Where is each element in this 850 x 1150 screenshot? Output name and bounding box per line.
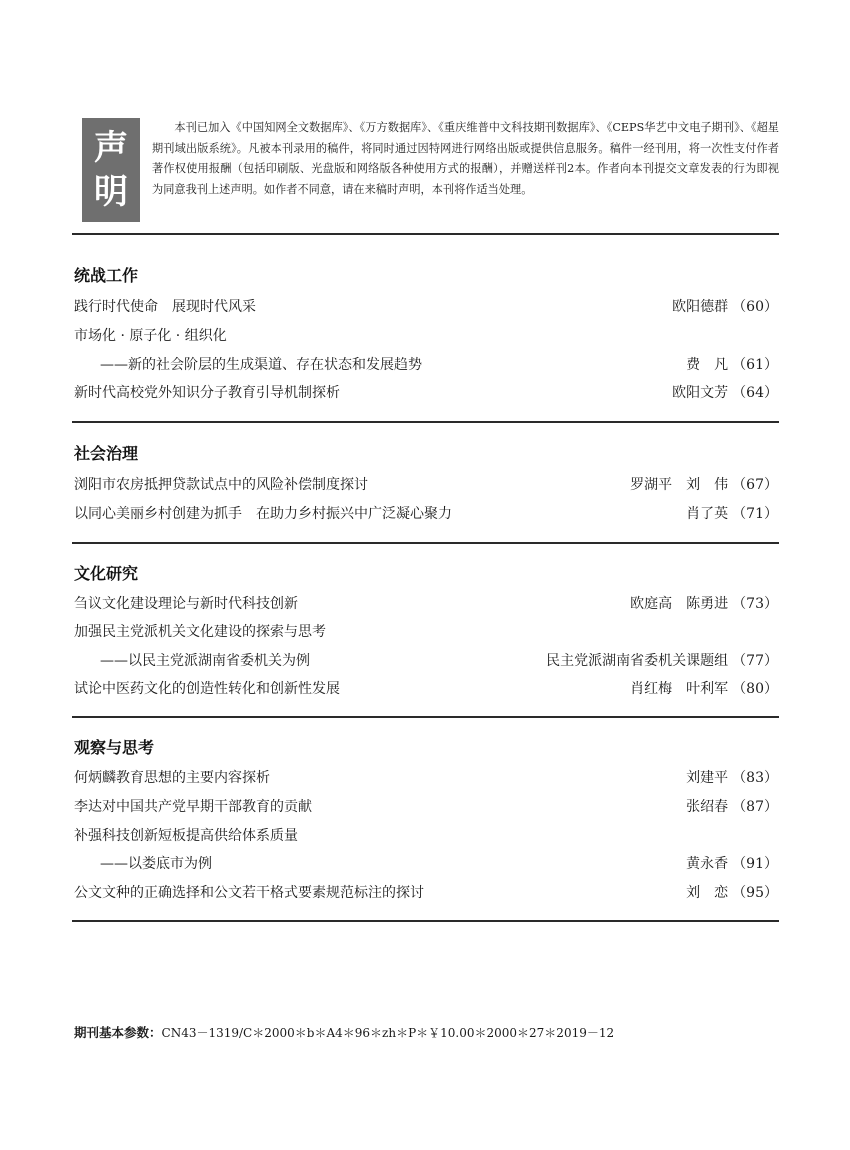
- entry-title: 公文文种的正确选择和公文若干格式要素规范标注的探讨: [74, 885, 424, 901]
- divider: [72, 716, 779, 718]
- entry-page: （ 91 ）: [732, 853, 778, 875]
- entry-meta: [686, 853, 778, 875]
- notice-badge-char: 声: [94, 128, 128, 168]
- entry-author: 欧庭高 陈勇进: [630, 596, 729, 612]
- entry-title: 浏阳市农房抵押贷款试点中的风险补偿制度探讨: [74, 477, 368, 493]
- entry-page: （ 83 ）: [732, 767, 778, 789]
- toc-entry[interactable]: [74, 354, 778, 376]
- entry-page: （ 80 ）: [732, 678, 778, 700]
- entry-author: 费 凡: [686, 357, 729, 373]
- entry-subtitle: ——以民主党派湖南省委机关为例: [100, 653, 310, 669]
- entry-meta: [686, 796, 778, 818]
- entry-meta: [686, 503, 778, 525]
- entry-title: 以同心美丽乡村创建为抓手 在助力乡村振兴中广泛凝心聚力: [74, 506, 452, 522]
- entry-author: 刘建平: [686, 770, 729, 786]
- toc-entry[interactable]: [74, 593, 778, 615]
- toc-entry[interactable]: [74, 767, 778, 789]
- toc-entry[interactable]: [74, 503, 778, 525]
- entry-subtitle: ——新的社会阶层的生成渠道、存在状态和发展趋势: [100, 357, 422, 373]
- toc-entry[interactable]: [74, 678, 778, 700]
- toc-entry[interactable]: [74, 882, 778, 904]
- entry-title: 加强民主党派机关文化建设的探索与思考: [74, 624, 326, 640]
- entry-author: 肖了英: [686, 506, 729, 522]
- entry-author: 刘 恋: [686, 885, 729, 901]
- entry-title: 何炳麟教育思想的主要内容探析: [74, 770, 270, 786]
- toc-entry[interactable]: [74, 825, 778, 847]
- section-title-tongzhan: 统战工作: [74, 266, 139, 285]
- divider: [72, 920, 779, 922]
- entry-meta: [686, 354, 778, 376]
- entry-title: 新时代高校党外知识分子教育引导机制探析: [74, 385, 340, 401]
- toc-entry[interactable]: [74, 382, 778, 404]
- entry-meta: [686, 882, 778, 904]
- toc-entry[interactable]: [74, 650, 778, 672]
- toc-entry[interactable]: [74, 621, 778, 643]
- entry-author: 肖红梅 叶利军: [630, 681, 729, 697]
- entry-title: 试论中医药文化的创造性转化和创新性发展: [74, 681, 340, 697]
- entry-title: 李达对中国共产党早期干部教育的贡献: [74, 799, 312, 815]
- entry-title: 践行时代使命 展现时代风采: [74, 299, 256, 315]
- entry-meta: [672, 296, 778, 318]
- notice-badge-char: 明: [94, 172, 128, 212]
- entry-title: 市场化 · 原子化 · 组织化: [74, 328, 227, 344]
- entry-meta: [630, 474, 778, 496]
- entry-author: 黄永香: [686, 856, 729, 872]
- journal-params: [74, 1023, 614, 1043]
- notice-text: 本刊已加入《中国知网全文数据库》、《万方数据库》、《重庆维普中文科技期刊数据库》、《CEPS华艺中文电子期刊》、《超星期刊域出版系统》。凡被本刊录用的稿件，将同时通过因特网进行网络出版或提供信息服务。稿件一经刊用，将一次性支付作者著作权使用报酬（包括印刷版、光盘版和网络版各种使用方式的报酬），并赠送样刊2本。作者向本刊提交文章发表的行为即视为同意我刊上述声明。如作者不同意，请在来稿时声明，本刊将作适当处理。: [152, 121, 779, 196]
- entry-title: 补强科技创新短板提高供给体系质量: [74, 828, 298, 844]
- entry-page: （ 71 ）: [732, 503, 778, 525]
- entry-author: 罗湖平 刘 伟: [630, 477, 729, 493]
- toc-entry[interactable]: [74, 325, 778, 347]
- entry-meta: [630, 678, 778, 700]
- entry-page: （ 61 ）: [732, 354, 778, 376]
- toc-entry[interactable]: [74, 853, 778, 875]
- notice-badge: [82, 118, 140, 222]
- entry-page: （ 95 ）: [732, 882, 778, 904]
- entry-page: （ 60 ）: [732, 296, 778, 318]
- entry-page: （ 67 ）: [732, 474, 778, 496]
- entry-page: （ 64 ）: [732, 382, 778, 404]
- section-title-shehui: 社会治理: [74, 444, 139, 463]
- params-value: CN43－1319/C＊2000＊b＊A4＊96＊zh＊P＊￥10.00＊2000＊27＊2019－12: [161, 1026, 615, 1040]
- entry-meta: [686, 767, 778, 789]
- toc-entry[interactable]: [74, 796, 778, 818]
- section-title-guancha: 观察与思考: [74, 738, 155, 757]
- divider: [72, 233, 779, 235]
- entry-meta: [546, 650, 778, 672]
- entry-author: 张绍春: [686, 799, 729, 815]
- entry-page: （ 87 ）: [732, 796, 778, 818]
- divider: [72, 542, 779, 544]
- params-label: 期刊基本参数：: [74, 1025, 162, 1040]
- entry-meta: [672, 382, 778, 404]
- notice-block: [82, 118, 779, 222]
- entry-meta: [630, 593, 778, 615]
- entry-author: 欧阳文芳: [672, 385, 729, 401]
- entry-subtitle: ——以娄底市为例: [100, 856, 212, 872]
- entry-page: （ 77 ）: [732, 650, 778, 672]
- section-title-wenhua: 文化研究: [74, 564, 139, 583]
- entry-title: 刍议文化建设理论与新时代科技创新: [74, 596, 298, 612]
- toc-entry[interactable]: [74, 296, 778, 318]
- toc-entry[interactable]: [74, 474, 778, 496]
- entry-page: （ 73 ）: [732, 593, 778, 615]
- divider: [72, 421, 779, 423]
- entry-author: 欧阳德群: [672, 299, 729, 315]
- entry-author: 民主党派湖南省委机关课题组: [546, 653, 729, 669]
